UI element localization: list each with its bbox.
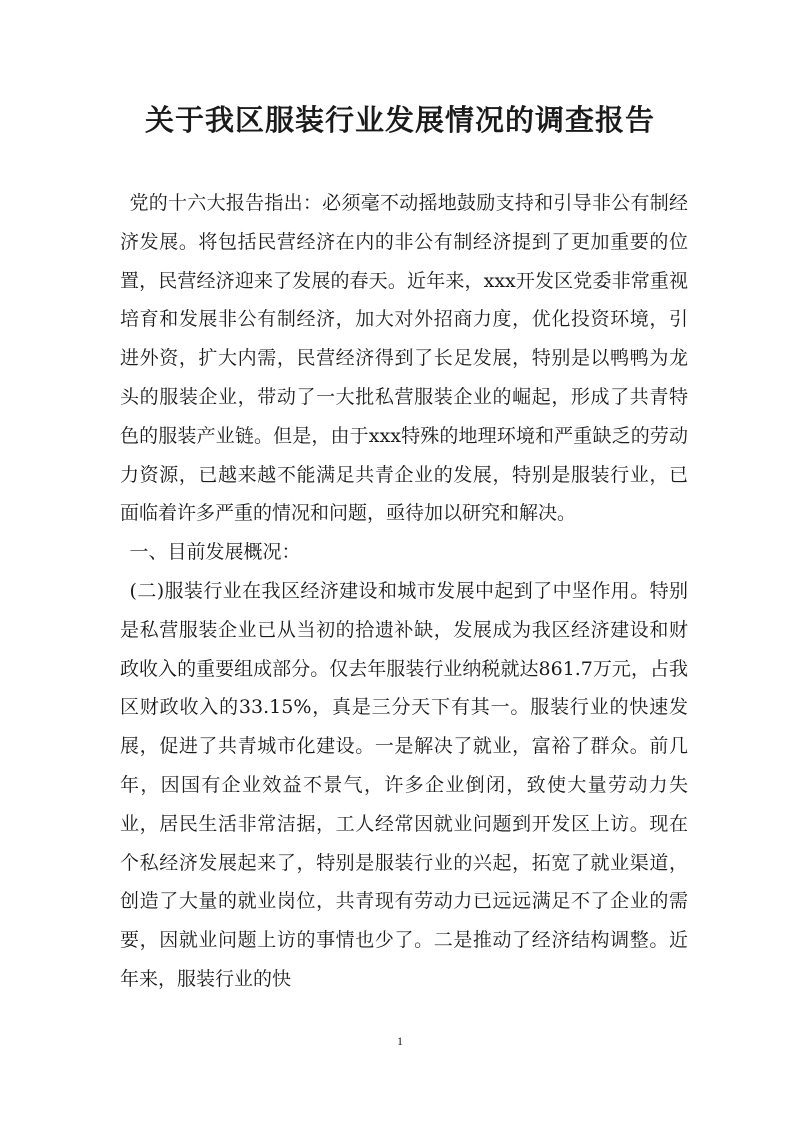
document-body (120, 184, 688, 999)
page-number: 1 (397, 1034, 403, 1048)
section-heading: 一、目前发展概况： (129, 541, 301, 564)
intro-paragraph: 党的十六大报告指出：必须毫不动摇地鼓励支持和引导非公有制经济发展。将包括民营经济在内的非公有制经济提到了更加重要的位置，民营经济迎来了发展的春天。近年来，xxx开发区党委非常重视培育和发展非公有制经济，加大对外招商力度，优化投资环境，引进外资，扩大内需，民营经济得到了长足发展，特别是以鸭鸭为龙头的服装企业，带动了一大批私营服装企业的崛起，形成了共青特色的服装产业链。但是，由于xxx特殊的地理环境和严重缺乏的劳动力资源，已越来越不能满足共青企业的发展，特别是服装行业，已面临着许多严重的情况和问题，亟待加以研究和解决。 (120, 192, 688, 525)
document-title: 关于我区服装行业发展情况的调查报告 (144, 103, 655, 137)
body-paragraph: (二)服装行业在我区经济建设和城市发展中起到了中坚作用。特别是私营服装企业已从当初的拾遗补缺，发展成为我区经济建设和财政收入的重要组成部分。仅去年服装行业纳税就达861.7万元，占我区财政收入的33.15%，真是三分天下有其一。服装行业的快速发展，促进了共青城市化建设。一是解决了就业，富裕了群众。前几年，因国有企业效益不景气，许多企业倒闭，致使大量劳动力失业，居民生活非常洁据，工人经常因就业问题到开发区上访。现在个私经济发展起来了，特别是服装行业的兴起，拓宽了就业渠道，创造了大量的就业岗位，共青现有劳动力已远远满足不了企业的需要，因就业问题上访的事情也少了。二是推动了经济结构调整。近年来，服装行业的快 (120, 579, 688, 990)
